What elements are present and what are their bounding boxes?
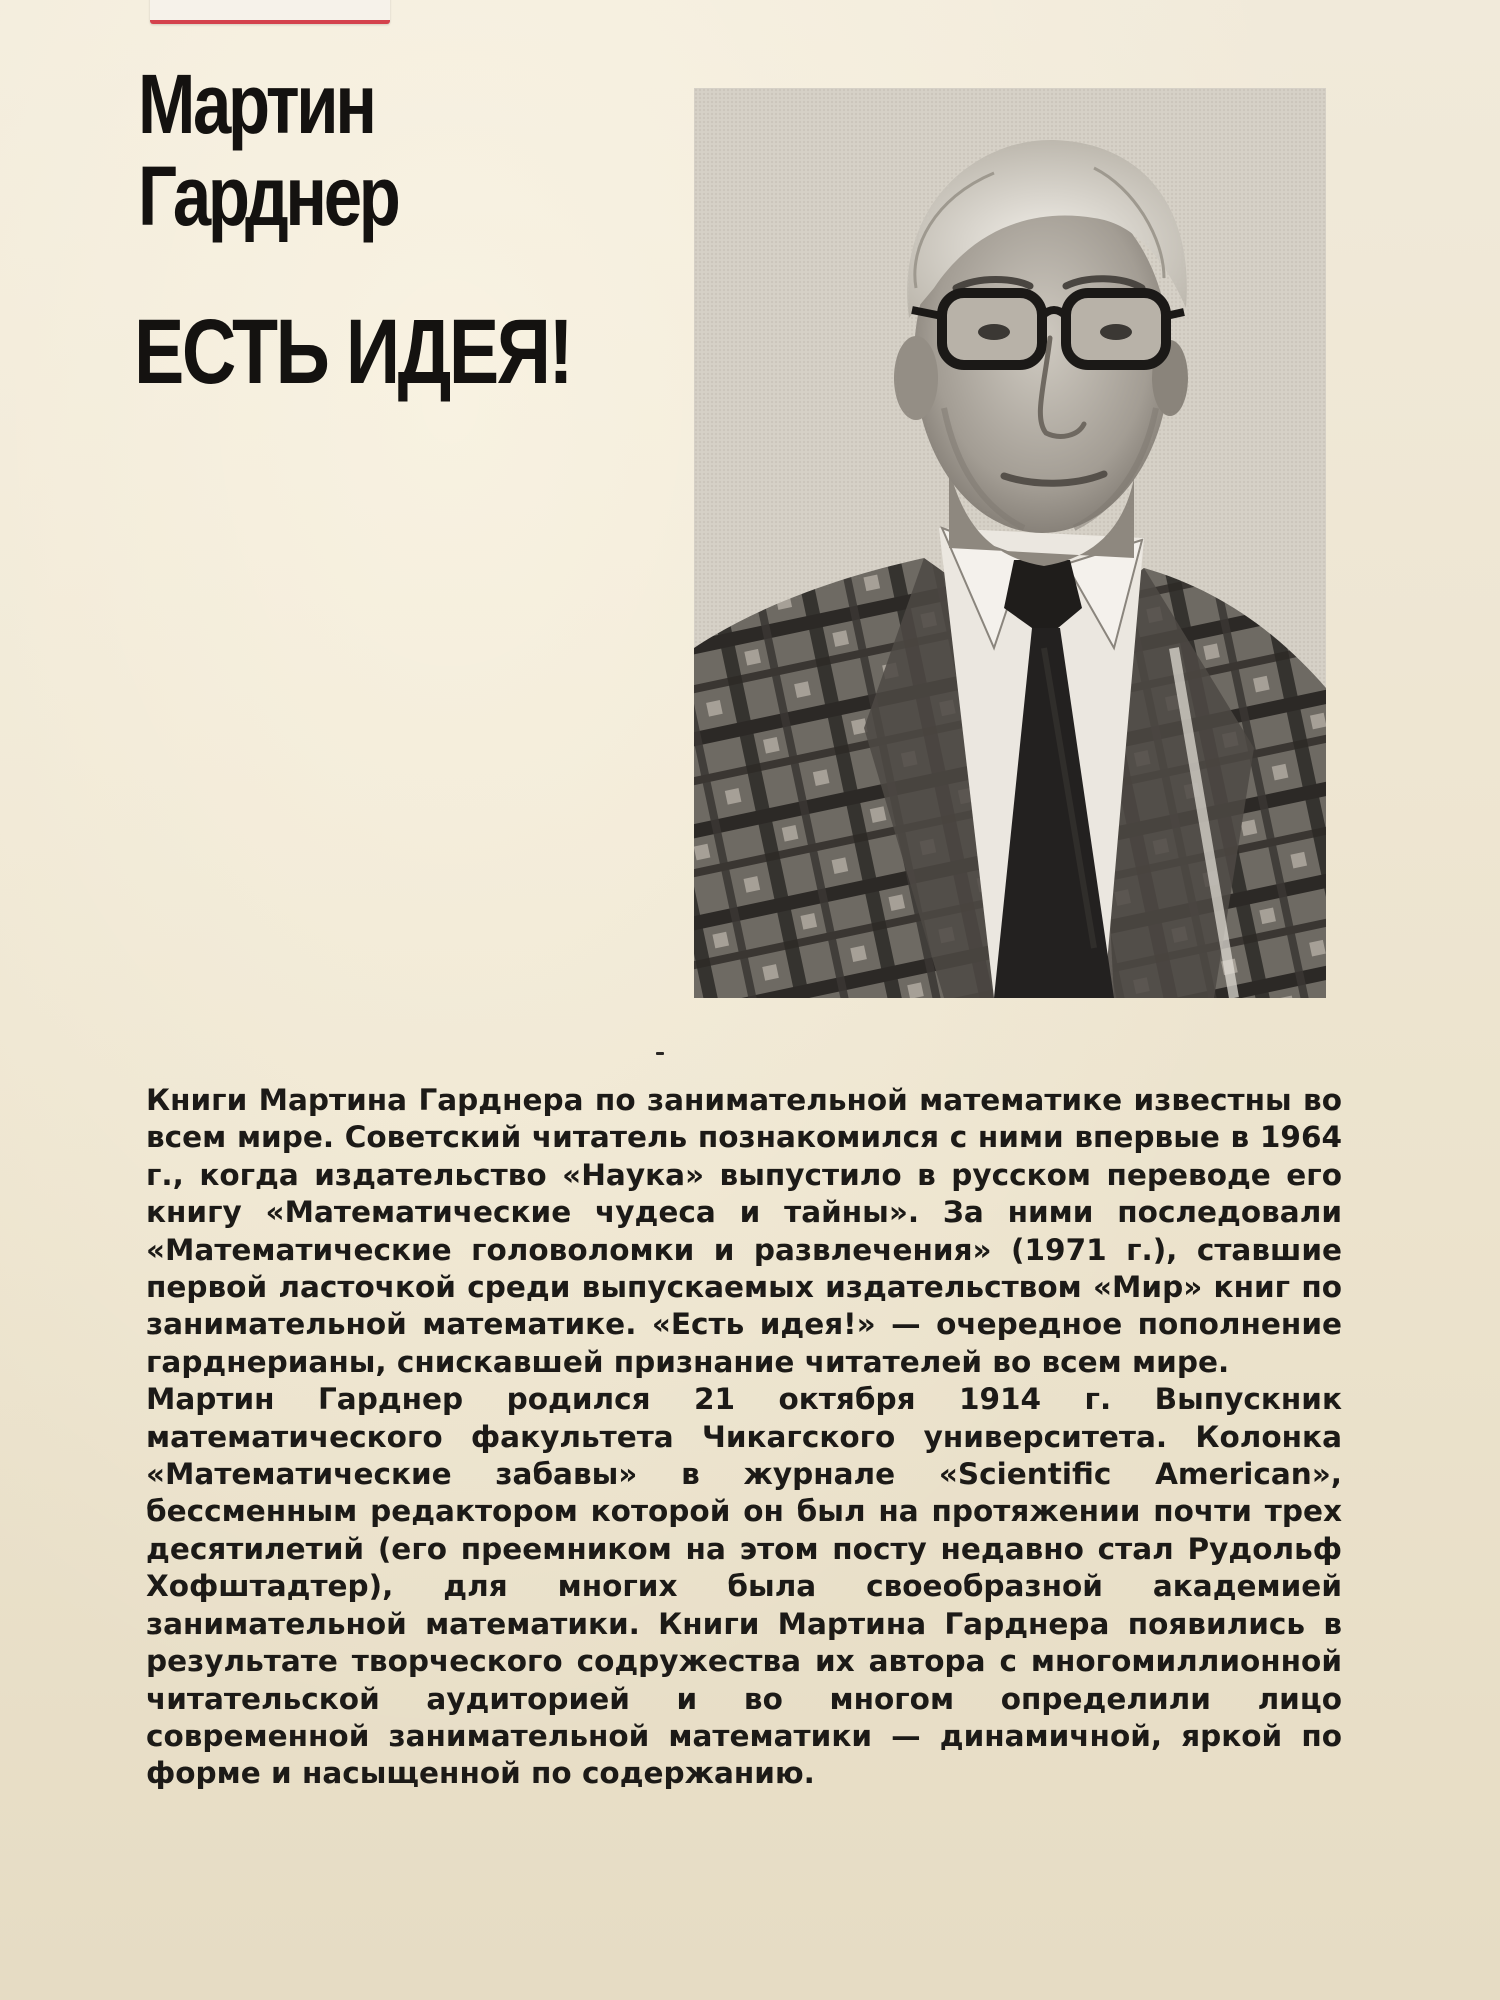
print-speck [656,1052,664,1055]
author-biography [146,1082,1342,1793]
bio-paragraph-2: Мартин Гарднер родился 21 октября 1914 г. Выпускник математического факультета Чикагского университета. Колонка «Математические забавы» в журнале «Scientific American», бессменным редактором которой он был на протяжении почти трех десятилетий (его преемником на этом посту недавно стал Рудольф Хофштадтер), для многих была своеобразной академией занимательной математики. Книги Мартина Гарднера появились в результате творческого содружества их автора с многомиллионной читательской аудиторией и во многом определили лицо современной занимательной математики — динамичной, яркой по форме и насыщенной по содержанию. [146,1382,1342,1791]
library-sticker [150,0,390,24]
author-name [138,58,398,242]
author-portrait [694,88,1326,998]
portrait-illustration [694,88,1326,998]
author-first-name: Мартин [138,57,374,151]
author-last-name: Гарднер [138,149,398,243]
bio-paragraph-1: Книги Мартина Гарднера по занимательной математике известны во всем мире. Советский читатель познакомился с ними впервые в 1964 г., когда издательство «Наука» выпустило в русском переводе его книгу «Математические чудеса и тайны». За ними последовали «Математические головоломки и развлечения» (1971 г.), ставшие первой ласточкой среди выпускаемых издательством «Мир» книг по занимательной математике. «Есть идея!» — очередное пополнение гарднерианы, снискавшей признание читателей во всем мире. [146,1083,1342,1379]
book-title: ЕСТЬ ИДЕЯ! [134,301,572,403]
